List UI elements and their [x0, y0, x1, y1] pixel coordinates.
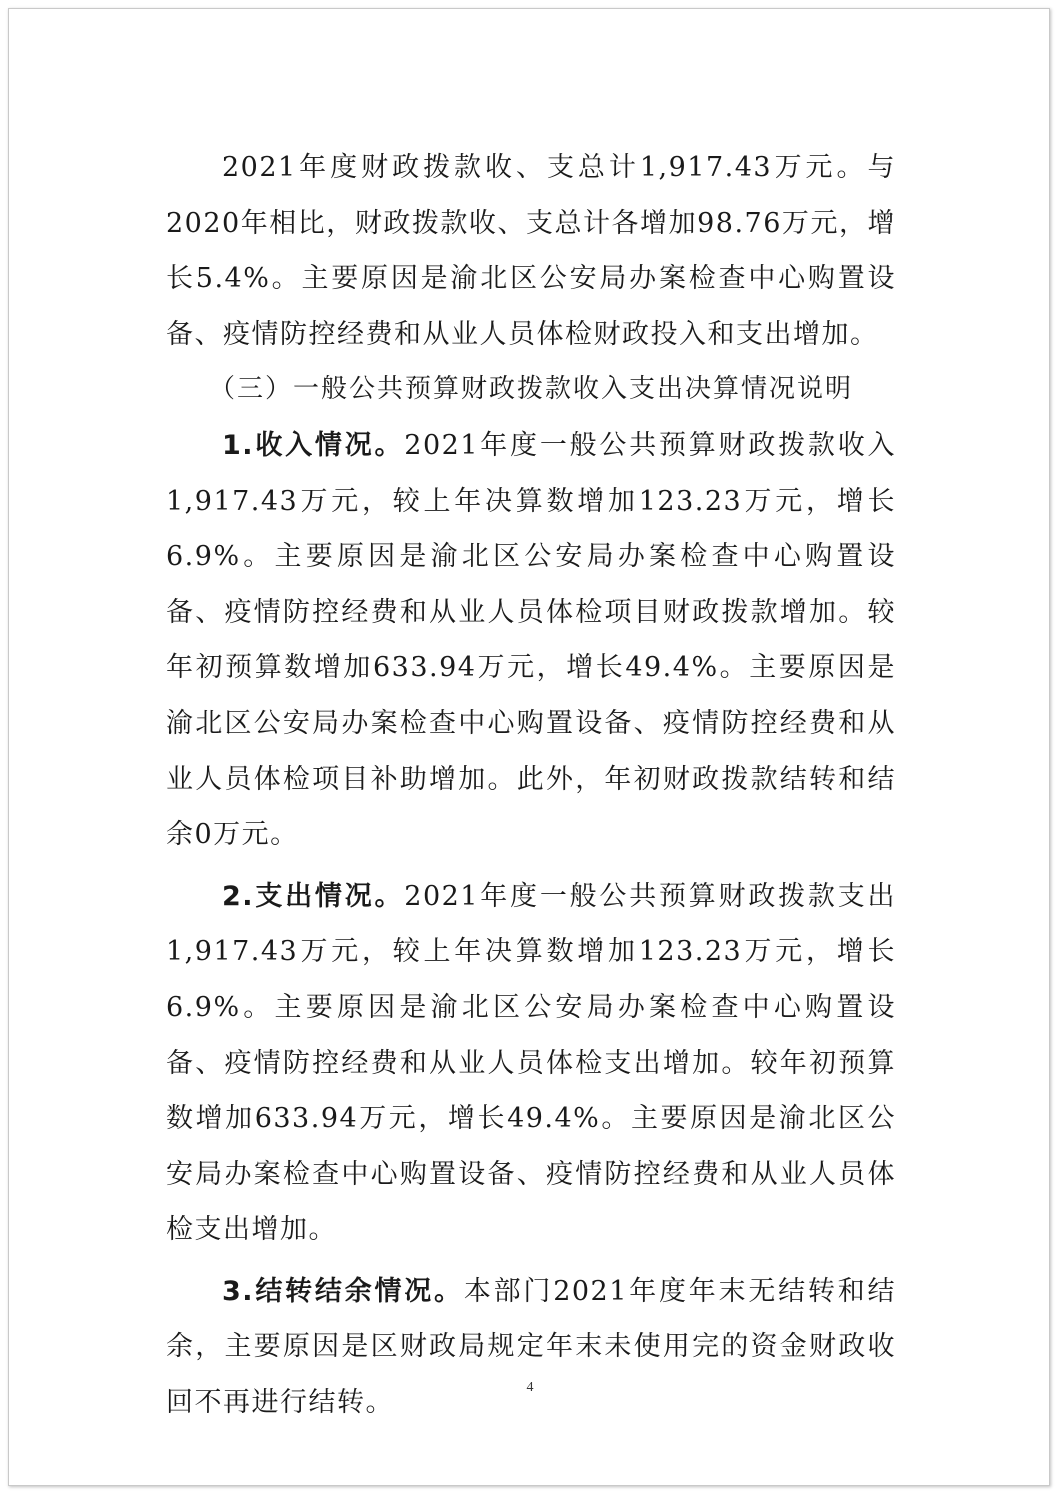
- income-text: 2021年度一般公共预算财政拨款收入1,917.43万元，较上年决算数增加123.23万元，增长6.9%。主要原因是渝北区公安局办案检查中心购置设备、疫情防控经费和从业人员体检项目财政拨款增加。较年初预算数增加633.94万元，增长49.4%。主要原因是渝北区公安局办案检查中心购置设备、疫情防控经费和从业人员体检项目补助增加。此外，年初财政拨款结转和结余0万元。: [166, 429, 896, 851]
- paragraph-income: [166, 418, 896, 863]
- paragraph-total-summary: 2021年度财政拨款收、支总计1,917.43万元。与2020年相比，财政拨款收、支总计各增加98.76万元，增长5.4%。主要原因是渝北区公安局办案检查中心购置设备、疫情防控经费和从业人员体检财政投入和支出增加。: [166, 152, 896, 350]
- carryover-lead: 3.结转结余情况。: [222, 1275, 464, 1307]
- paragraph-carryover: [166, 1264, 896, 1431]
- section-heading: （三）一般公共预算财政拨款收入支出决算情况说明: [208, 374, 853, 405]
- document-body: [166, 140, 896, 1431]
- income-lead: 1.收入情况。: [222, 429, 405, 461]
- expense-text: 2021年度一般公共预算财政拨款支出1,917.43万元，较上年决算数增加123.23万元，增长6.9%。主要原因是渝北区公安局办案检查中心购置设备、疫情防控经费和从业人员体检支出增加。较年初预算数增加633.94万元，增长49.4%。主要原因是渝北区公安局办案检查中心购置设备、疫情防控经费和从业人员体检支出增加。: [166, 880, 896, 1246]
- page-number: 4: [526, 1380, 534, 1395]
- expense-lead: 2.支出情况。: [222, 880, 405, 912]
- paragraph-expense: [166, 869, 896, 1258]
- carryover-text: 本部门2021年度年末无结转和结余，主要原因是区财政局规定年末未使用完的资金财政收回不再进行结转。: [166, 1275, 896, 1419]
